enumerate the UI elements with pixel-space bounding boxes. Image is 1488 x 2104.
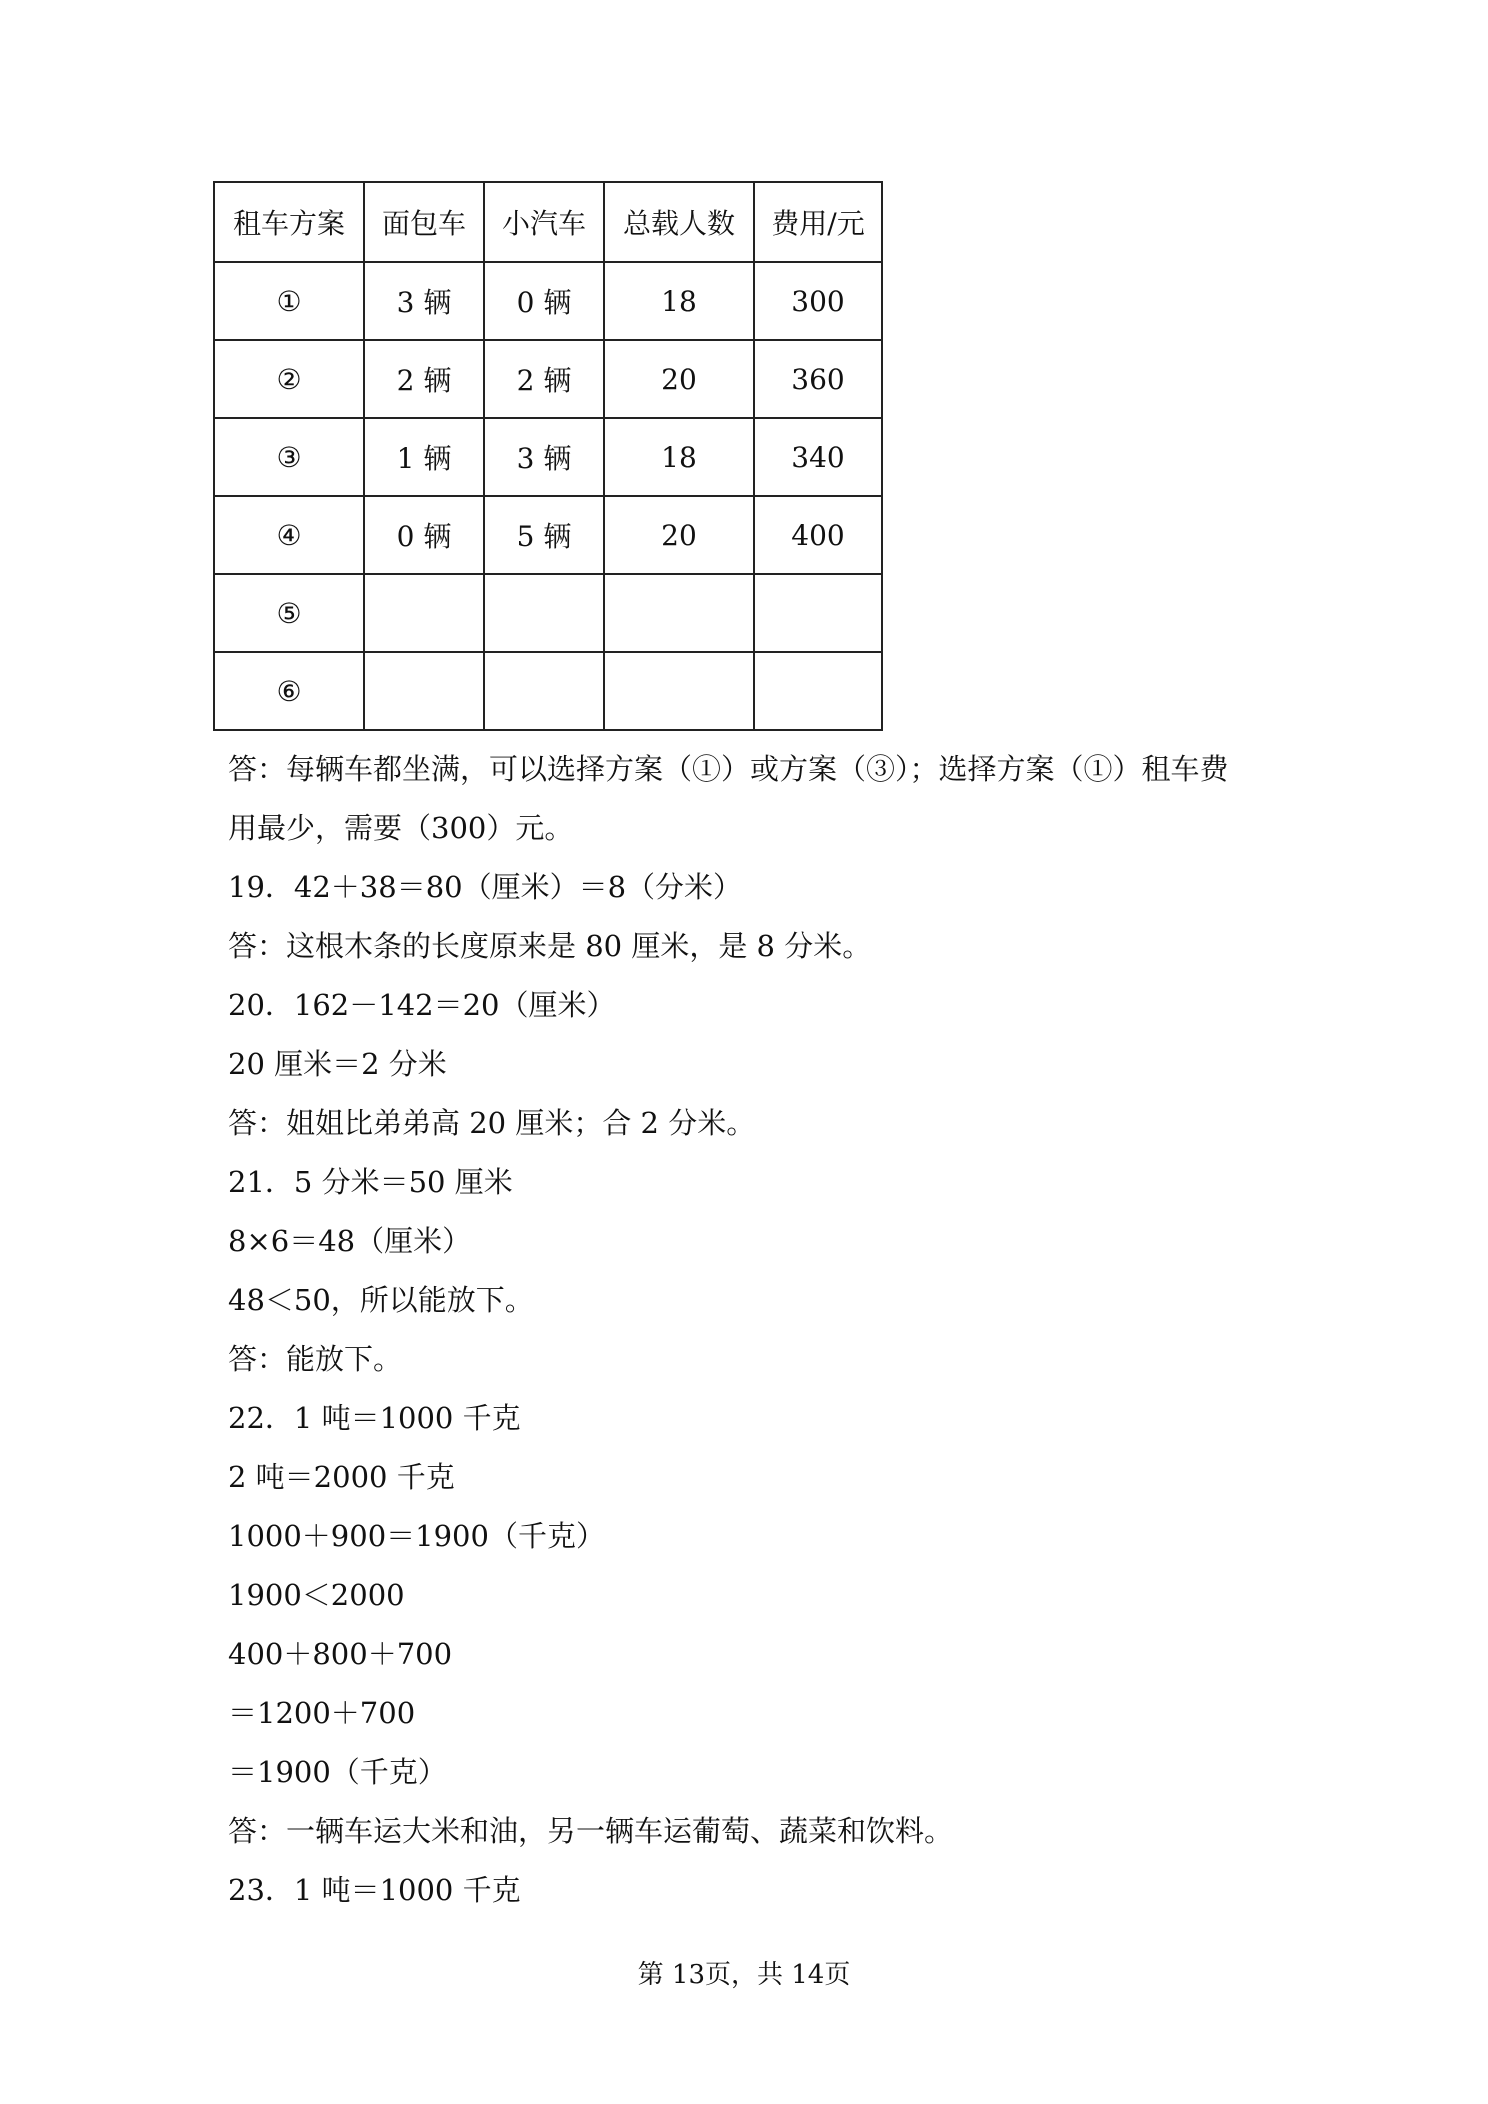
table-cell: 3 辆 — [484, 418, 604, 496]
text-line: 22．1 吨＝1000 千克 — [228, 1401, 521, 1435]
table-cell: ③ — [214, 418, 364, 496]
table-cell: 2 辆 — [484, 340, 604, 418]
text-line: 1900＜2000 — [228, 1578, 405, 1612]
text-line: 400＋800＋700 — [228, 1637, 453, 1671]
table-cell: ② — [214, 340, 364, 418]
table-cell: 5 辆 — [484, 496, 604, 574]
text-line: 答：能放下。 — [228, 1342, 403, 1376]
table-cell — [754, 574, 882, 652]
table-header-row — [214, 182, 882, 262]
table-cell — [484, 652, 604, 730]
table-cell — [364, 574, 484, 652]
text-line: 20 厘米＝2 分米 — [228, 1047, 447, 1081]
table-header-cell: 小汽车 — [484, 182, 604, 262]
page-footer: 第 13页，共 14页 — [637, 1960, 851, 1990]
table-cell — [754, 652, 882, 730]
table-row — [214, 652, 882, 730]
table-cell — [484, 574, 604, 652]
table-header-cell: 总载人数 — [604, 182, 754, 262]
rental-plan-table — [213, 181, 883, 731]
text-line: 20．162－142＝20（厘米） — [228, 988, 616, 1022]
table-cell — [604, 652, 754, 730]
answer-text-block — [228, 740, 1288, 1920]
text-line: 23．1 吨＝1000 千克 — [228, 1873, 521, 1907]
table-cell: 0 辆 — [484, 262, 604, 340]
table-row — [214, 418, 882, 496]
table-cell — [364, 652, 484, 730]
table-header-cell: 费用/元 — [754, 182, 882, 262]
table-cell: 1 辆 — [364, 418, 484, 496]
table-cell: 20 — [604, 340, 754, 418]
table-cell: 340 — [754, 418, 882, 496]
text-line: 2 吨＝2000 千克 — [228, 1460, 455, 1494]
table-row — [214, 340, 882, 418]
table-header-cell: 租车方案 — [214, 182, 364, 262]
table-cell: 0 辆 — [364, 496, 484, 574]
text-line: 用最少，需要（300）元。 — [228, 811, 574, 845]
text-line: 答：每辆车都坐满，可以选择方案（①）或方案（③）；选择方案（①）租车费 — [228, 752, 1229, 786]
table-cell: 2 辆 — [364, 340, 484, 418]
text-line: 1000＋900＝1900（千克） — [228, 1519, 605, 1553]
table-cell: 300 — [754, 262, 882, 340]
table-row — [214, 262, 882, 340]
text-line: 48＜50，所以能放下。 — [228, 1283, 534, 1317]
text-line: 21．5 分米＝50 厘米 — [228, 1165, 513, 1199]
text-line: 8×6＝48（厘米） — [228, 1224, 472, 1258]
text-line: ＝1900（千克） — [228, 1755, 447, 1789]
table-cell: ④ — [214, 496, 364, 574]
table-cell: 20 — [604, 496, 754, 574]
table-cell: ⑤ — [214, 574, 364, 652]
table-cell — [604, 574, 754, 652]
table-row — [214, 574, 882, 652]
text-line: 答：一辆车运大米和油，另一辆车运葡萄、蔬菜和饮料。 — [228, 1814, 954, 1848]
text-line: 19．42＋38＝80（厘米）＝8（分米） — [228, 870, 743, 904]
table-cell: 400 — [754, 496, 882, 574]
table-cell: 18 — [604, 262, 754, 340]
table-cell: 360 — [754, 340, 882, 418]
table-cell: ⑥ — [214, 652, 364, 730]
table-cell: ① — [214, 262, 364, 340]
table-header-cell: 面包车 — [364, 182, 484, 262]
table-cell: 18 — [604, 418, 754, 496]
text-line: ＝1200＋700 — [228, 1696, 416, 1730]
text-line: 答：这根木条的长度原来是 80 厘米，是 8 分米。 — [228, 929, 872, 963]
text-line: 答：姐姐比弟弟高 20 厘米；合 2 分米。 — [228, 1106, 756, 1140]
table-cell: 3 辆 — [364, 262, 484, 340]
table-row — [214, 496, 882, 574]
